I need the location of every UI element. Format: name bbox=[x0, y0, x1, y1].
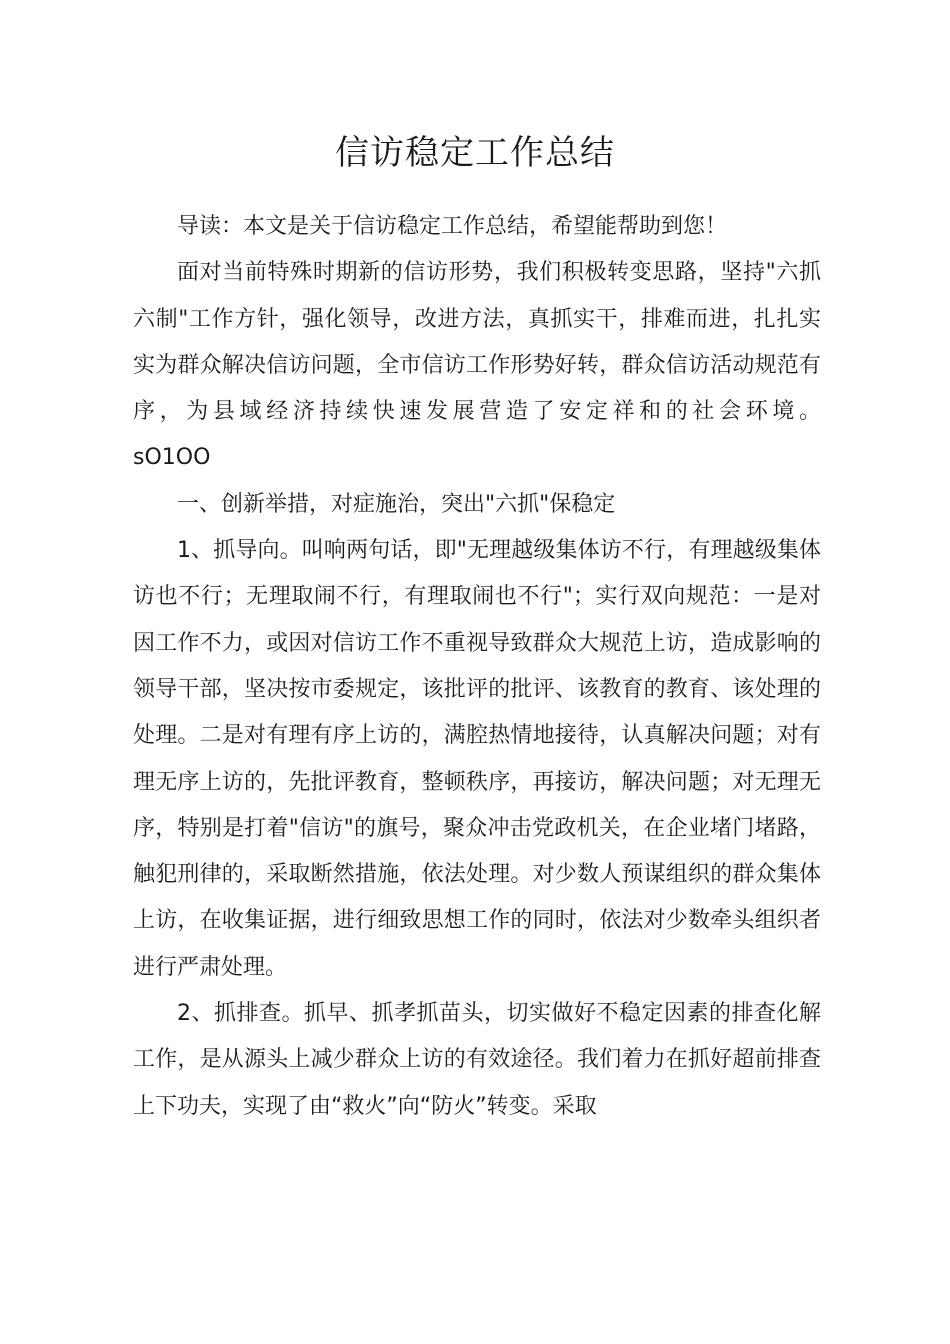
point-two-paragraph: 2、抓排查。抓早、抓孝抓苗头，切实做好不稳定因素的排查化解工作，是从源头上减少群众上访的有效途径。我们着力在抓好超前排查上下功夫，实现了由“救火”向“防火”转变。采取 bbox=[133, 1001, 821, 1119]
overview-paragraph: 面对当前特殊时期新的信访形势，我们积极转变思路，坚持"六抓六制"工作方针，强化领导，改进方法，真抓实干，排难而进，扎扎实实为群众解决信访问题，全市信访工作形势好转，群众信访活动规范有序，为县域经济持续快速发展营造了安定祥和的社会环境。 bbox=[133, 260, 821, 425]
intro-paragraph: 导读：本文是关于信访稳定工作总结，希望能帮助到您！ bbox=[177, 214, 728, 239]
code-line: sO1OO bbox=[133, 445, 211, 471]
document-body bbox=[133, 204, 821, 1130]
document-title: 信访稳定工作总结 bbox=[335, 133, 615, 173]
section-heading: 一、创新举措，对症施治，突出"六抓"保稳定 bbox=[177, 491, 616, 517]
point-one-paragraph: 1、抓导向。叫响两句话，即"无理越级集体访不行，有理越级集体访也不行；无理取闹不行，有理取闹也不行"；实行双向规范：一是对因工作不力，或因对信访工作不重视导致群众大规范上访，造成影响的领导干部，坚决按市委规定，该批评的批评、该教育的教育、该处理的处理。二是对有理有序上访的，满腔热情地接待，认真解决问题；对有理无序上访的，先批评教育，整顿秩序，再接访，解决问题；对无理无序，特别是打着"信访"的旗号，聚众冲击党政机关，在企业堵门堵路，触犯刑律的，采取断然措施，依法处理。对少数人预谋组织的群众集体上访，在收集证据，进行细致思想工作的同时，依法对少数牵头组织者进行严肃处理。 bbox=[133, 538, 821, 980]
